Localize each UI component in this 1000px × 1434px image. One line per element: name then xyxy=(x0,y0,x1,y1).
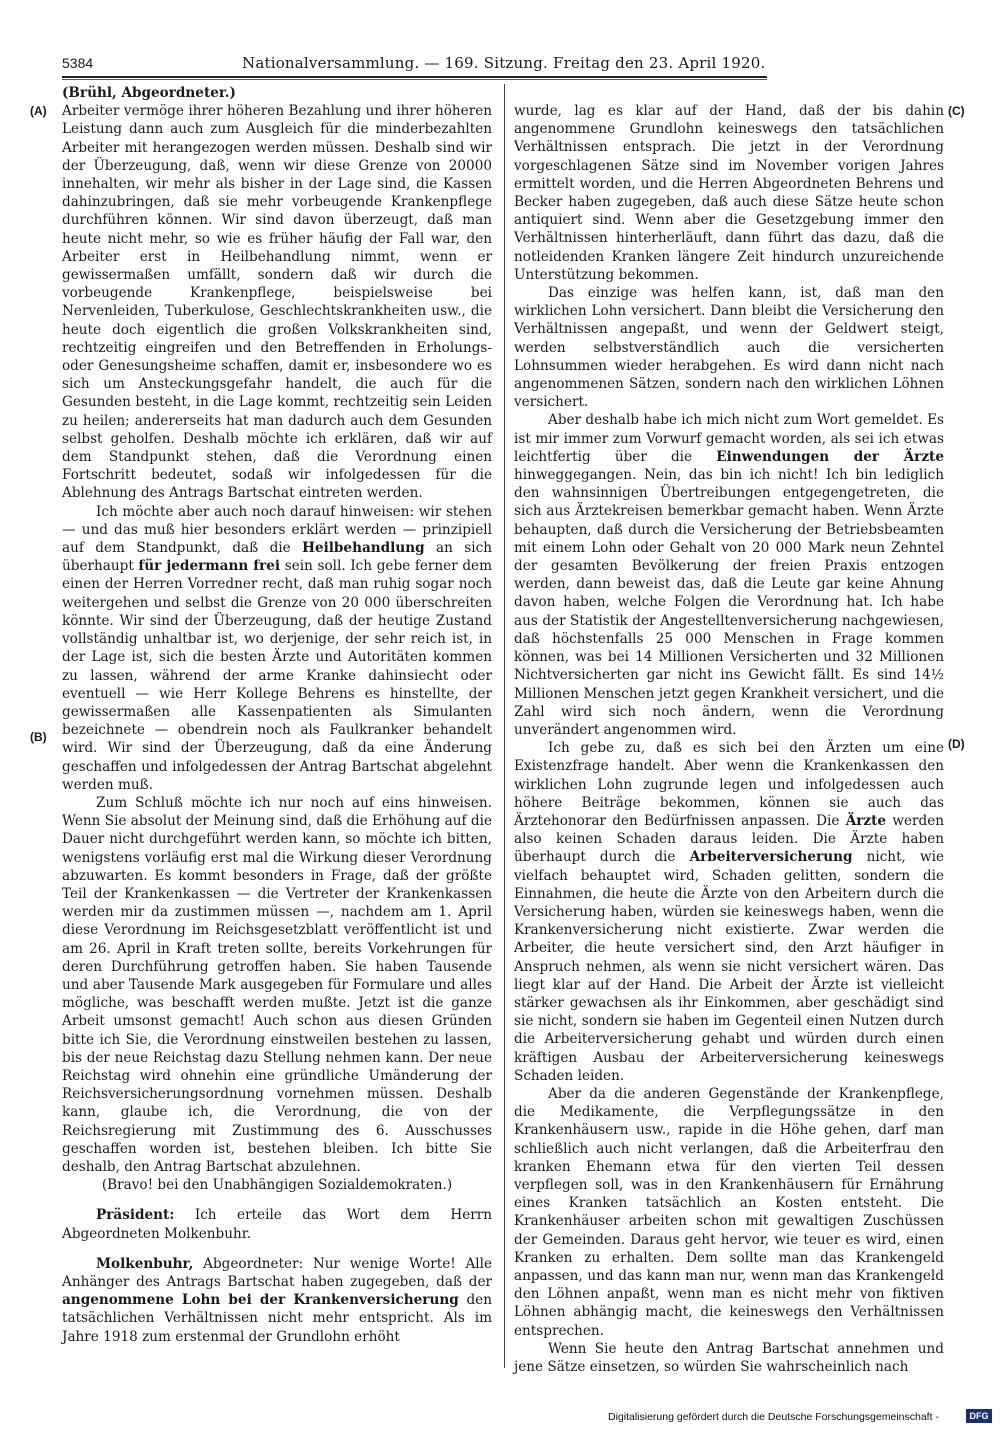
emphasis: angenommene Lohn bei der Krankenversicherung xyxy=(62,1292,459,1309)
paragraph: Ich möchte aber auch noch darauf hinweisen: wir stehen — und das muß hier besonders erklärt werden — prinzipiell auf dem Standpunkt, daß die Heilbehandlung an sich überhaupt für jedermann frei sein soll. Ich gebe ferner dem einen der Herren Vorredner recht, daß man ruhig sogar noch weitergehen und selbst die Grenze von 20 000 überschreiten könnte. Wir sind der Überzeugung, daß der heutige Zustand vollständig unhaltbar ist, wo derjenige, der sehr reich ist, in der Lage ist, sich die besten Ärzte und Autoritäten kommen zu lassen, während der arme Kranke dahinsiecht oder eventuell — wie Herr Kollege Behrens es hinstellte, der gewissermaßen alle Kassenpatienten als Simulanten bezeichnete — obendrein noch als Faulkranker behandelt wird. Wir sind der Überzeugung, daß da eine Änderung geschaffen und infolgedessen der Antrag Bartschat abgelehnt werden muß. xyxy=(62,503,492,793)
header-rule-thin xyxy=(62,79,767,80)
column-divider xyxy=(504,84,505,1368)
margin-marker-d: (D) xyxy=(948,737,965,751)
paragraph: Ich gebe zu, daß es sich bei den Ärzten um eine Existenzfrage handelt. Aber wenn die Krankenkassen den wirklichen Lohn zugrunde legen und infolgedessen auch höhere Beiträge bekommen, können sie auch das Ärztehonorar den Bedürfnissen anpassen. Die Ärzte werden also keinen Schaden daraus leiden. Die Ärzte haben überhaupt durch die Arbeiterversicherung nicht, wie vielfach behauptet wird, Schaden gelitten, sondern die Einnahmen, die heute die Ärzte von den Arbeitern durch die Versicherung haben, würden sie keineswegs haben, wenn die Krankenversicherung nicht existierte. Zwar werden die Arbeiter, die heute versichert sind, den Arzt häufiger in Anspruch nehmen, als wenn sie nicht versichert wären. Das liegt klar auf der Hand. Die Arbeit der Ärzte ist vielleicht stärker gewachsen als ihr Einkommen, aber geschädigt sind sie nicht, sondern sie haben im Gegenteil einen Nutzen durch die Arbeiterversicherung gehabt und würden durch einen kräftigen Ausbau der Arbeiterversicherung keineswegs Schaden leiden. xyxy=(514,740,944,1084)
paragraph: Zum Schluß möchte ich nur noch auf eins hinweisen. Wenn Sie absolut der Meinung sind, daß die Erhöhung auf die Dauer nicht durchgeführt werden kann, so möchte ich bitten, wenigstens vorläufig erst mal die Wirkung dieser Verordnung abzuwarten. Es kommt besonders in Frage, daß der größte Teil der Krankenkassen — die Vertreter der Krankenkassen werden mir da zustimmen müssen —, nachdem am 1. April diese Verordnung im Reichsgesetzblatt veröffentlicht ist und am 26. April in Kraft treten sollte, bereits Vorkehrungen für deren Durchführung getroffen haben. Sie haben Tausende und aber Tausende Mark ausgegeben für Formulare und alles mögliche, was beschafft werden mußte. Jetzt ist die ganze Arbeit umsonst gemacht! Auch schon aus diesen Gründen bitte ich Sie, die Verordnung einstweilen bestehen zu lassen, bis der neue Reichstag dazu Stellung nehmen kann. Der neue Reichstag wird ohnehin eine gründliche Umänderung der Reichsversicherungsordnung vornehmen müssen. Deshalb kann, glaube ich, die Verordnung, die von der Reichsregierung mit Zustimmung des 6. Ausschusses geschaffen worden ist, bestehen bleiben. Ich bitte Sie deshalb, den Antrag Bartschat abzulehnen. xyxy=(62,794,492,1175)
applause-note: (Bravo! bei den Unabhängigen Sozialdemokraten.) xyxy=(101,1177,453,1194)
emphasis: Ärzte xyxy=(845,812,887,829)
margin-marker-c: (C) xyxy=(948,104,965,118)
emphasis: Arbeiterversicherung xyxy=(689,849,853,866)
dfg-logo: DFG xyxy=(966,1409,992,1423)
digitization-credit: Digitalisierung gefördert durch die Deutsche Forschungsgemeinschaft - xyxy=(608,1411,939,1423)
paragraph: Aber deshalb habe ich mich nicht zum Wort gemeldet. Es ist mir immer zum Vorwurf gemacht worden, als sei ich etwas leichtfertig über die Einwendungen der Ärzte hinweggegangen. Nein, das bin ich nicht! Ich bin lediglich den wahnsinnigen Übertreibungen entgegengetreten, die sich aus Ärztekreisen bemerkbar gemacht haben. Wenn Ärzte behaupten, daß durch die Versicherung der Betriebsbeamten mit einem Lohn oder Gehalt von 20 000 Mark neun Zehntel der gesamten Bevölkerung der freien Praxis entzogen werden, dann beweist das, daß die Leute gar keine Ahnung davon haben, welche Folgen die Verordnung hat. Ich habe aus der Statistik der Angestelltenversicherung nachgewiesen, daß höchstenfalls 25 000 Menschen in Frage kommen können, was bei 14 Millionen Versicherten und 32 Millionen Nichtversicherten gar nicht ins Gewicht fällt. Es sind 14½ Millionen Menschen jetzt gegen Krankheit versichert, und die Zahl wird sich noch ändern, wenn die Verordnung unverändert angenommen wird. xyxy=(514,412,944,738)
speaker-statement: Molkenbuhr, Abgeordneter: Nur wenige Worte! Alle Anhänger des Antrags Bartschat haben zugegeben, daß der angenommene Lohn bei der Krankenversicherung den tatsächlichen Verhältnissen nicht mehr entspricht. Als im Jahre 1918 zum erstenmal der Grundlohn erhöht xyxy=(62,1255,492,1345)
margin-marker-b: (B) xyxy=(30,730,47,744)
emphasis: für jedermann frei xyxy=(138,558,281,575)
paragraph: Wenn Sie heute den Antrag Bartschat annehmen und jene Sätze einsetzen, so würden Sie wahrscheinlich nach xyxy=(514,1340,944,1376)
emphasis: Heilbehandlung xyxy=(302,540,425,557)
speaker-label: Molkenbuhr, xyxy=(96,1255,194,1272)
paragraph: Arbeiter vermöge ihrer höheren Bezahlung und ihrer höheren Leistung dann auch zum Ausgleich für die minderbezahlten Arbeiter mit herangezogen werden müssen. Deshalb sind wir der Überzeugung, daß, wenn wir diese Grenze von 20000 innehalten, wir mehr als bisher in der Lage sind, die Kassen dahinzubringen, daß sie mehr vorbeugende Krankenpflege durchführen können. Wir sind davon überzeugt, daß man heute nicht mehr, so wie es früher häufig der Fall war, den Arbeiter erst in Heilbehandlung nimmt, wenn er gewissermaßen umfällt, sondern daß wir durch die vorbeugende Krankenpflege, beispielsweise bei Nervenleiden, Tuberkulose, Geschlechtskrankheiten usw., die heute doch eigentlich die großen Volkskrankheiten sind, rechtzeitig eingreifen und den Betreffenden in Erholungs- oder Genesungsheime schaffen, damit er, insbesondere wo es sich um Ansteckungsgefahr handelt, die auch für die Gesunden besteht, in die Lage kommt, rechtzeitig sein Leiden zu heilen; andererseits hat man dadurch auch dem Gesunden selbst geholfen. Deshalb möchte ich erklären, daß wir auf dem Standpunkt stehen, daß die Verordnung einen Fortschritt bedeutet, sodaß wir infolgedessen für die Ablehnung des Antrags Bartschat eintreten werden. xyxy=(62,103,492,502)
page-header xyxy=(62,52,767,74)
speaker-label: Präsident: xyxy=(96,1207,175,1224)
right-column xyxy=(514,84,944,1376)
speaker-continued: (Brühl, Abgeordneter.) xyxy=(62,85,236,101)
left-column xyxy=(62,84,492,1346)
margin-marker-a: (A) xyxy=(30,104,47,118)
paragraph: Aber da die anderen Gegenstände der Krankenpflege, die Medikamente, die Verpflegungssätze in den Krankenhäusern usw., rapide in die Höhe gehen, darf man schließlich auch nicht verlangen, daß die Arbeiterfrau den kranken Ehemann etwa für den vierten Teil dessen verpflegen soll, was in den Krankenhäusern für Ernährung eines Kranken tatsächlich an Kosten entsteht. Die Krankenhäuser arbeiten schon mit gewaltigen Zuschüssen der Gemeinden. Daraus geht hervor, wie teuer es wird, einen Kranken zu erhalten. Dem sollte man das Krankengeld anpassen, und das kann man nur, wenn man das Krankengeld den Löhnen anpaßt, wenn man es nicht mehr von fiktiven Löhnen abhängig macht, die keineswegs den Verhältnissen entsprechen. xyxy=(514,1085,944,1339)
president-statement: Präsident: Ich erteile das Wort dem Herrn Abgeordneten Molkenbuhr. xyxy=(62,1207,492,1242)
header-rule xyxy=(62,76,767,78)
page-title: Nationalversammlung. — 169. Sitzung. Freitag den 23. April 1920. xyxy=(242,54,766,72)
page-number: 5384 xyxy=(62,55,94,71)
paragraph: wurde, lag es klar auf der Hand, daß der bis dahin angenommene Grundlohn keineswegs den tatsächlichen Verhältnissen entsprach. Die jetzt in der Verordnung vorgeschlagenen Sätze sind im November vorigen Jahres ermittelt worden, und die Herren Abgeordneten Behrens und Becker haben zugegeben, daß auch diese Sätze heute schon antiquiert sind. Wenn aber die Gesetzgebung immer den Verhältnissen hinterherläuft, dann führt das dazu, daß die notleidenden Kranken längere Zeit hindurch unzureichende Unterstützung bekommen. xyxy=(514,103,944,283)
paragraph: Das einzige was helfen kann, ist, daß man den wirklichen Lohn versichert. Dann bleibt die Versicherung den Verhältnissen angepaßt, und wenn der Geldwert steigt, werden selbstverständlich auch die versicherten Lohnsummen wieder herabgehen. Es wird dann nicht nach angenommenen Sätzen, sondern nach den wirklichen Löhnen versichert. xyxy=(514,285,944,411)
emphasis: Einwendungen der Ärzte xyxy=(716,448,944,465)
